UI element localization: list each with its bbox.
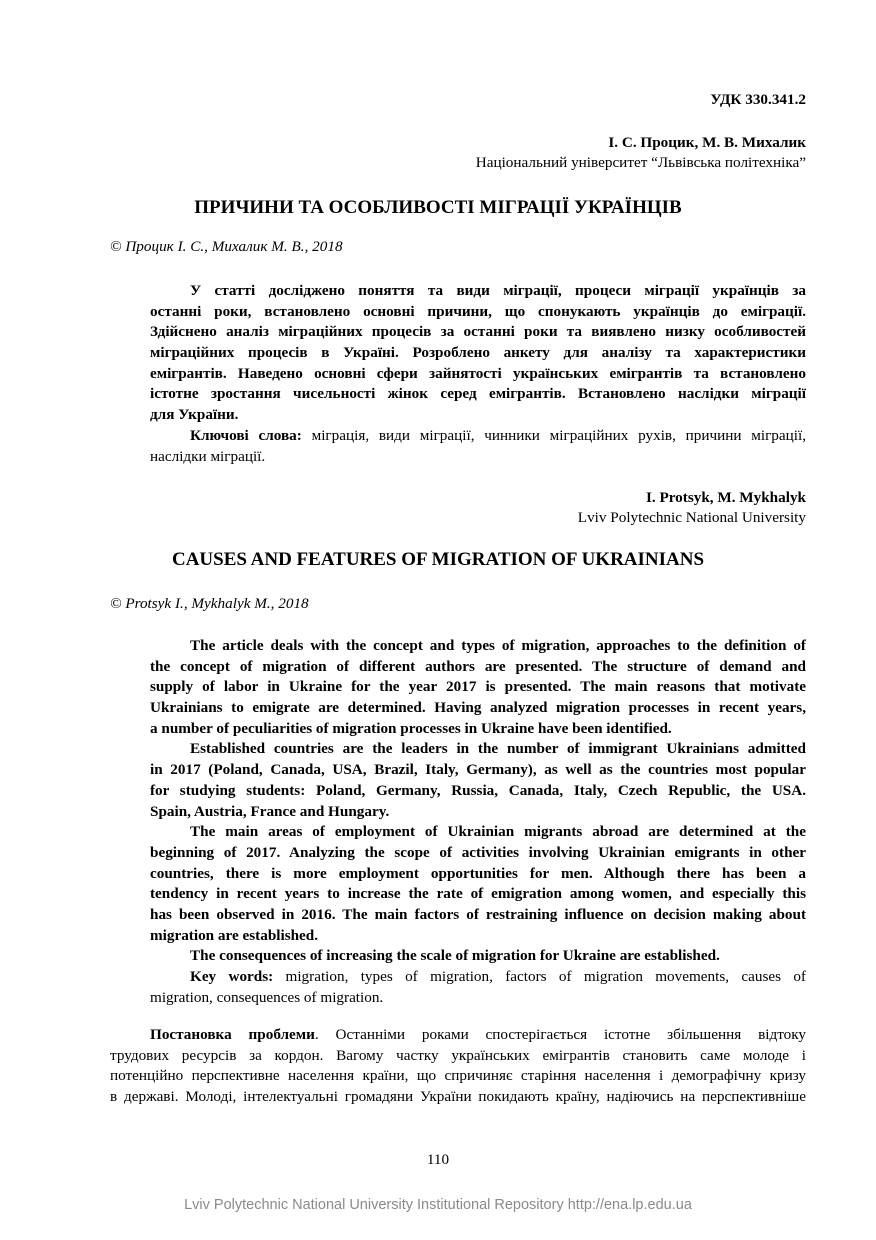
text-line bbox=[110, 1025, 806, 1046]
ua-abstract bbox=[150, 281, 806, 426]
text-line: supply of labor in Ukraine for the year 2017 is presented. The main reasons that motivate bbox=[150, 678, 806, 696]
keywords-label: Key words: bbox=[190, 968, 274, 985]
text-line bbox=[110, 1066, 806, 1087]
ua-copyright: © Процик І. С., Михалик М. В., 2018 bbox=[110, 238, 343, 255]
text-line: Ukrainians to emigrate are determined. Having analyzed migration processes in recent years, bbox=[150, 699, 806, 717]
text-line: У статті досліджено поняття та види міграції, процеси міграції українців за bbox=[190, 282, 806, 299]
text-line: істотне зростання чисельності жінок серед емігрантів. Встановлено наслідки міграції bbox=[150, 385, 806, 403]
section-heading: Постановка проблеми bbox=[150, 1026, 315, 1043]
en-affiliation: Lviv Polytechnic National University bbox=[577, 509, 806, 526]
ua-keywords bbox=[150, 426, 806, 467]
text-line: The consequences of increasing the scale of migration for Ukraine are established. bbox=[190, 947, 720, 965]
text-line bbox=[150, 988, 806, 1009]
keywords-text: migration, types of migration, factors of migration movements, causes of bbox=[273, 968, 806, 985]
udk-code: УДК 330.341.2 bbox=[710, 91, 806, 108]
page-number: 110 bbox=[426, 1151, 450, 1168]
keywords-text: migration, consequences of migration. bbox=[150, 988, 384, 1006]
ua-title: ПРИЧИНИ ТА ОСОБЛИВОСТІ МІГРАЦІЇ УКРАЇНЦІВ bbox=[194, 197, 682, 218]
keywords-text: наслідки міграції. bbox=[150, 447, 266, 465]
text-line bbox=[110, 1087, 806, 1108]
keywords-label: Ключові слова: bbox=[190, 427, 302, 444]
body-text: трудових ресурсів за кордон. Вагому частку українських емігрантів становить саме молоде і bbox=[110, 1046, 806, 1064]
text-line: емігрантів. Наведено основні сфери зайнятості українських емігрантів та встановлено bbox=[150, 364, 806, 382]
en-authors: I. Protsyk, M. Mykhalyk bbox=[645, 489, 806, 506]
text-line bbox=[150, 967, 806, 988]
text-line: a number of peculiarities of migration processes in Ukraine have been identified. bbox=[150, 719, 672, 737]
text-line: migration are established. bbox=[150, 926, 319, 944]
en-abstract bbox=[150, 636, 806, 1008]
text-line: the concept of migration of different authors are presented. The structure of demand and bbox=[150, 657, 806, 675]
text-line: для України. bbox=[150, 406, 239, 424]
en-title: CAUSES AND FEATURES OF MIGRATION OF UKRAINIANS bbox=[171, 549, 705, 570]
text-line: for studying students: Poland, Germany, Russia, Canada, Italy, Czech Republic, the USA. bbox=[150, 781, 806, 799]
text-line: has been observed in 2016. The main factors of restraining influence on decision making about bbox=[150, 905, 806, 923]
text-line: Spain, Austria, France and Hungary. bbox=[150, 802, 390, 820]
text-line bbox=[150, 447, 806, 468]
keywords-text: міграція, види міграції, чинники міграційних рухів, причини міграції, bbox=[301, 427, 806, 444]
text-line: останні роки, встановлено основні причини, що спонукають українців до еміграції. bbox=[150, 302, 806, 320]
text-line: beginning of 2017. Analyzing the scope of activities involving Ukrainian emigrants in other bbox=[150, 843, 806, 861]
text-line: in 2017 (Poland, Canada, USA, Brazil, Italy, Germany), as well as the countries most popular bbox=[150, 761, 806, 779]
text-line bbox=[110, 1046, 806, 1067]
text-line: міграційних процесів в Україні. Розроблено анкету для аналізу та характеристики bbox=[150, 344, 806, 362]
body-paragraph bbox=[110, 1025, 806, 1108]
body-text: в державі. Молоді, інтелектуальні громадяни України покидають країну, надіючись на перспективніше bbox=[110, 1088, 806, 1106]
text-line: The article deals with the concept and types of migration, approaches to the definition of bbox=[190, 637, 806, 654]
en-copyright: © Protsyk I., Mykhalyk M., 2018 bbox=[110, 595, 309, 612]
text-line: countries, there is more employment opportunities for men. Although there has been a bbox=[150, 864, 806, 882]
text-line: The main areas of employment of Ukrainian migrants abroad are determined at the bbox=[190, 823, 806, 841]
body-text: . Останніми роками спостерігається істотне збільшення відтоку bbox=[314, 1026, 806, 1043]
body-text: потенційно перспективне населення країни, що спричиняє старіння населення і демографічну кризу bbox=[110, 1067, 806, 1085]
text-line bbox=[150, 426, 806, 447]
en-keywords bbox=[150, 967, 806, 1008]
ua-authors: І. С. Процик, М. В. Михалик bbox=[608, 134, 806, 151]
text-line: tendency in recent years to increase the rate of emigration among women, and especially this bbox=[150, 885, 806, 903]
text-line: Established countries are the leaders in the number of immigrant Ukrainians admitted bbox=[190, 740, 806, 758]
text-line: Здійснено аналіз міграційних процесів за останні роки та виявлено низку особливостей bbox=[150, 323, 806, 341]
ua-affiliation: Національний університет “Львівська політехніка” bbox=[475, 154, 806, 171]
repository-footer: Lviv Polytechnic National University Institutional Repository http://ena.lp.edu.ua bbox=[184, 1197, 692, 1213]
